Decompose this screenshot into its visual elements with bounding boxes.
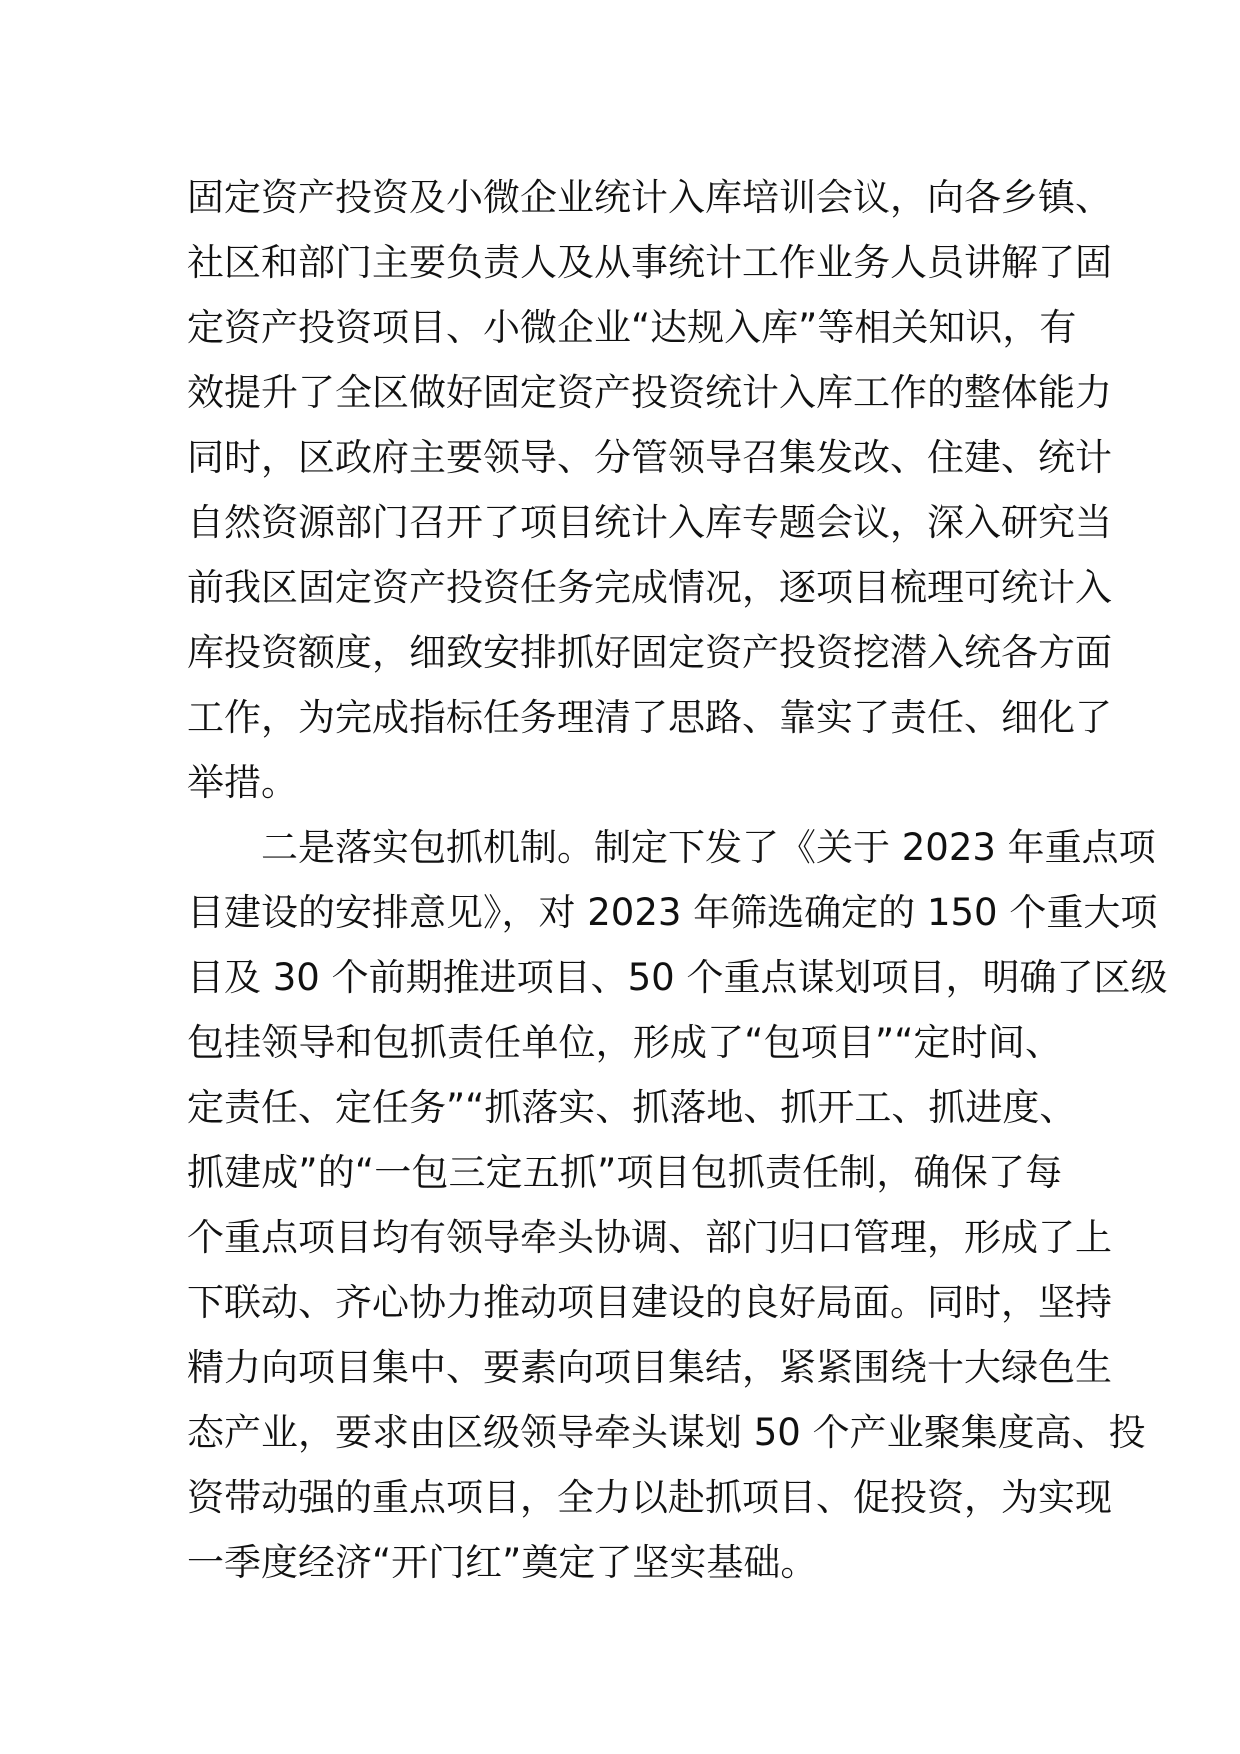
text-line: 抓建成”的“一包三定五抓”项目包抓责任制，确保了每: [187, 1151, 1062, 1194]
text-line: 一季度经济“开门红”奠定了坚实基础。: [187, 1541, 818, 1584]
text-line: 目及 30 个前期推进项目、50 个重点谋划项目，明确了区级: [187, 956, 1168, 999]
text-line: 包挂领导和包抓责任单位，形成了“包项目”“定时间、: [187, 1021, 1062, 1064]
paragraph-start-line: 二是落实包抓机制。制定下发了《关于 2023 年重点项: [261, 826, 1156, 869]
text-line: 举措。: [187, 761, 298, 804]
text-line: 社区和部门主要负责人及从事统计工作业务人员讲解了固: [187, 241, 1112, 284]
text-line: 工作，为完成指标任务理清了思路、靠实了责任、细化了: [187, 696, 1112, 739]
text-line: 库投资额度，细致安排抓好固定资产投资挖潜入统各方面: [187, 631, 1112, 674]
text-line: 同时，区政府主要领导、分管领导召集发改、住建、统计: [187, 436, 1112, 479]
text-line: 定资产投资项目、小微企业“达规入库”等相关知识，有: [187, 306, 1077, 349]
body-text: [187, 165, 1168, 1595]
text-line: 固定资产投资及小微企业统计入库培训会议，向各乡镇、: [187, 176, 1112, 219]
text-line: 下联动、齐心协力推动项目建设的良好局面。同时，坚持: [187, 1281, 1112, 1324]
text-line: 效提升了全区做好固定资产投资统计入库工作的整体能力: [187, 371, 1112, 414]
text-line: 前我区固定资产投资任务完成情况，逐项目梳理可统计入: [187, 566, 1112, 609]
text-line: 资带动强的重点项目，全力以赴抓项目、促投资，为实现: [187, 1476, 1112, 1519]
text-line: 自然资源部门召开了项目统计入库专题会议，深入研究当: [187, 501, 1112, 544]
text-line: 精力向项目集中、要素向项目集结，紧紧围绕十大绿色生: [187, 1346, 1112, 1389]
text-line: 定责任、定任务”“抓落实、抓落地、抓开工、抓进度、: [187, 1086, 1077, 1129]
text-line: 目建设的安排意见》，对 2023 年筛选确定的 150 个重大项: [187, 891, 1158, 934]
text-line: 个重点项目均有领导牵头协调、部门归口管理，形成了上: [187, 1216, 1112, 1259]
text-line: 态产业，要求由区级领导牵头谋划 50 个产业聚集度高、投: [187, 1411, 1146, 1454]
